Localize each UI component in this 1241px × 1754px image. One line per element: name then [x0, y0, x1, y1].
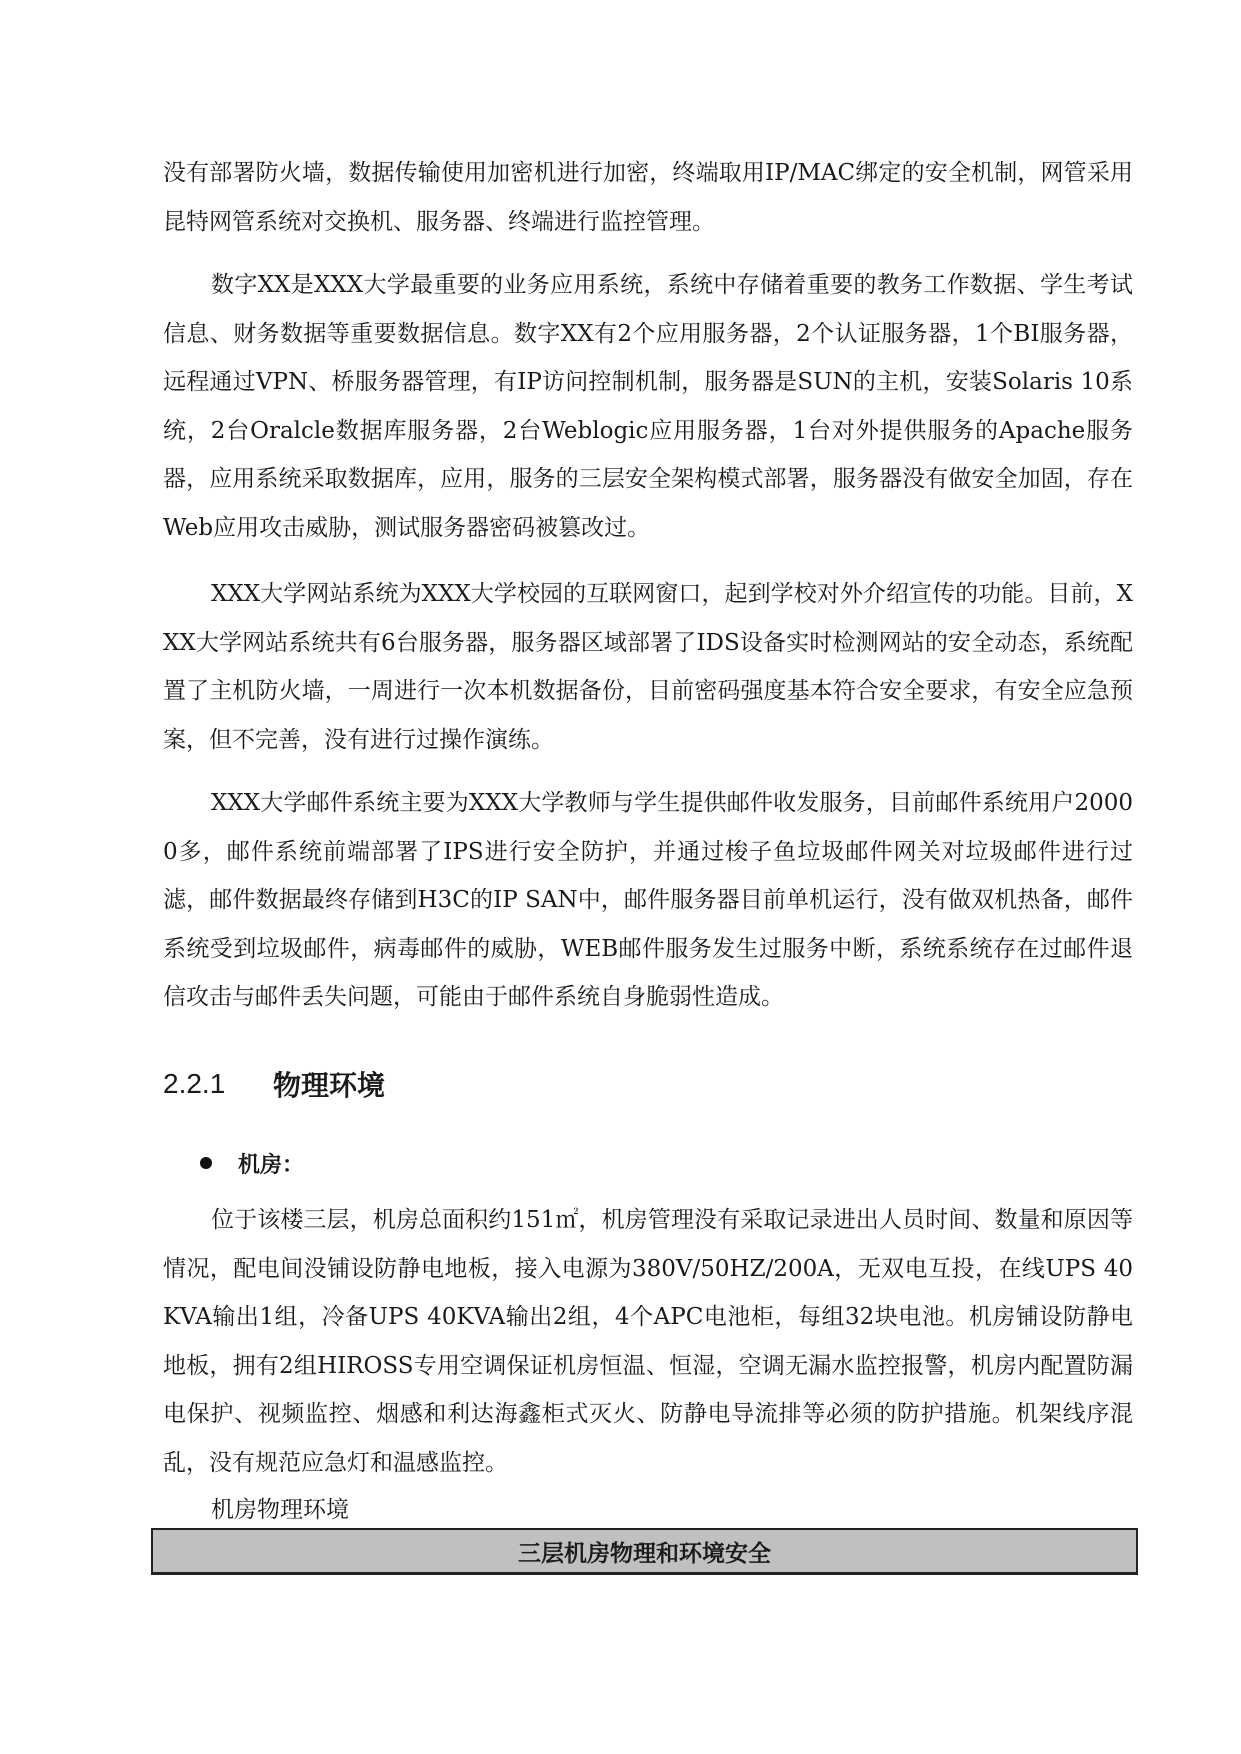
paragraph-machine-room: 位于该楼三层，机房总面积约151㎡，机房管理没有采取记录进出人员时间、数量和原因等情况，配电间没铺设防静电地板，接入电源为380V/50HZ/200A，无双电互投，在线UPS 40KVA输出1组，冷备UPS 40KVA输出2组，4个APC电池柜，每组32块电池。机房铺设防静电地板，拥有2组HIROSS专用空调保证机房恒温、恒湿，空调无漏水监控报警，机房内配置防漏电保护、视频监控、烟感和利达海鑫柜式灭火、防静电导流排等必须的防护措施。机架线序混乱，没有规范应急灯和温感监控。: [163, 1207, 1133, 1476]
bullet-label: 机房：: [238, 1152, 305, 1178]
table-header-title: 三层机房物理和环境安全: [518, 1540, 771, 1567]
paragraph-mail-system: XXX大学邮件系统主要为XXX大学教师与学生提供邮件收发服务，目前邮件系统用户20000多，邮件系统前端部署了IPS进行安全防护，并通过梭子鱼垃圾邮件网关对垃圾邮件进行过滤，邮件数据最终存储到H3C的IP SAN中，邮件服务器目前单机运行，没有做双机热备，邮件系统受到垃圾邮件，病毒邮件的威胁，WEB邮件服务发生过服务中断，系统系统存在过邮件退信攻击与邮件丢失问题，可能由于邮件系统自身脆弱性造成。: [163, 790, 1133, 1010]
paragraph-website-system: XXX大学网站系统为XXX大学校园的互联网窗口，起到学校对外介绍宣传的功能。目前，XXX大学网站系统共有6台服务器，服务器区域部署了IDS设备实时检测网站的安全动态，系统配置了主机防火墙，一周进行一次本机数据备份，目前密码强度基本符合安全要求，有安全应急预案，但不完善，没有进行过操作演练。: [163, 581, 1133, 753]
paragraph-digital-xx-system: 数字XX是XXX大学最重要的业务应用系统，系统中存储着重要的教务工作数据、学生考试信息、财务数据等重要数据信息。数字XX有2个应用服务器，2个认证服务器，1个BI服务器，远程通过VPN、桥服务器管理，有IP访问控制机制，服务器是SUN的主机，安装Solaris 10系统，2台Oralcle数据库服务器，2台Weblogic应用服务器，1台对外提供服务的Apache服务器，应用系统采取数据库，应用，服务的三层安全架构模式部署，服务器没有做安全加固，存在Web应用攻击威胁，测试服务器密码被篡改过。: [163, 272, 1133, 541]
bullet-item: [200, 1143, 304, 1183]
paragraph-network-management: 没有部署防火墙，数据传输使用加密机进行加密，终端取用IP/MAC绑定的安全机制，网管采用昆特网管系统对交换机、服务器、终端进行监控管理。: [163, 160, 1133, 235]
section-number: 2.2.1: [163, 1068, 226, 1099]
table-header-row: [151, 1528, 1138, 1575]
caption-machine-room-environment: 机房物理环境: [211, 1497, 349, 1523]
bullet-dot-icon: [200, 1157, 212, 1169]
section-title: 物理环境: [273, 1069, 386, 1102]
section-heading: [163, 1060, 385, 1108]
